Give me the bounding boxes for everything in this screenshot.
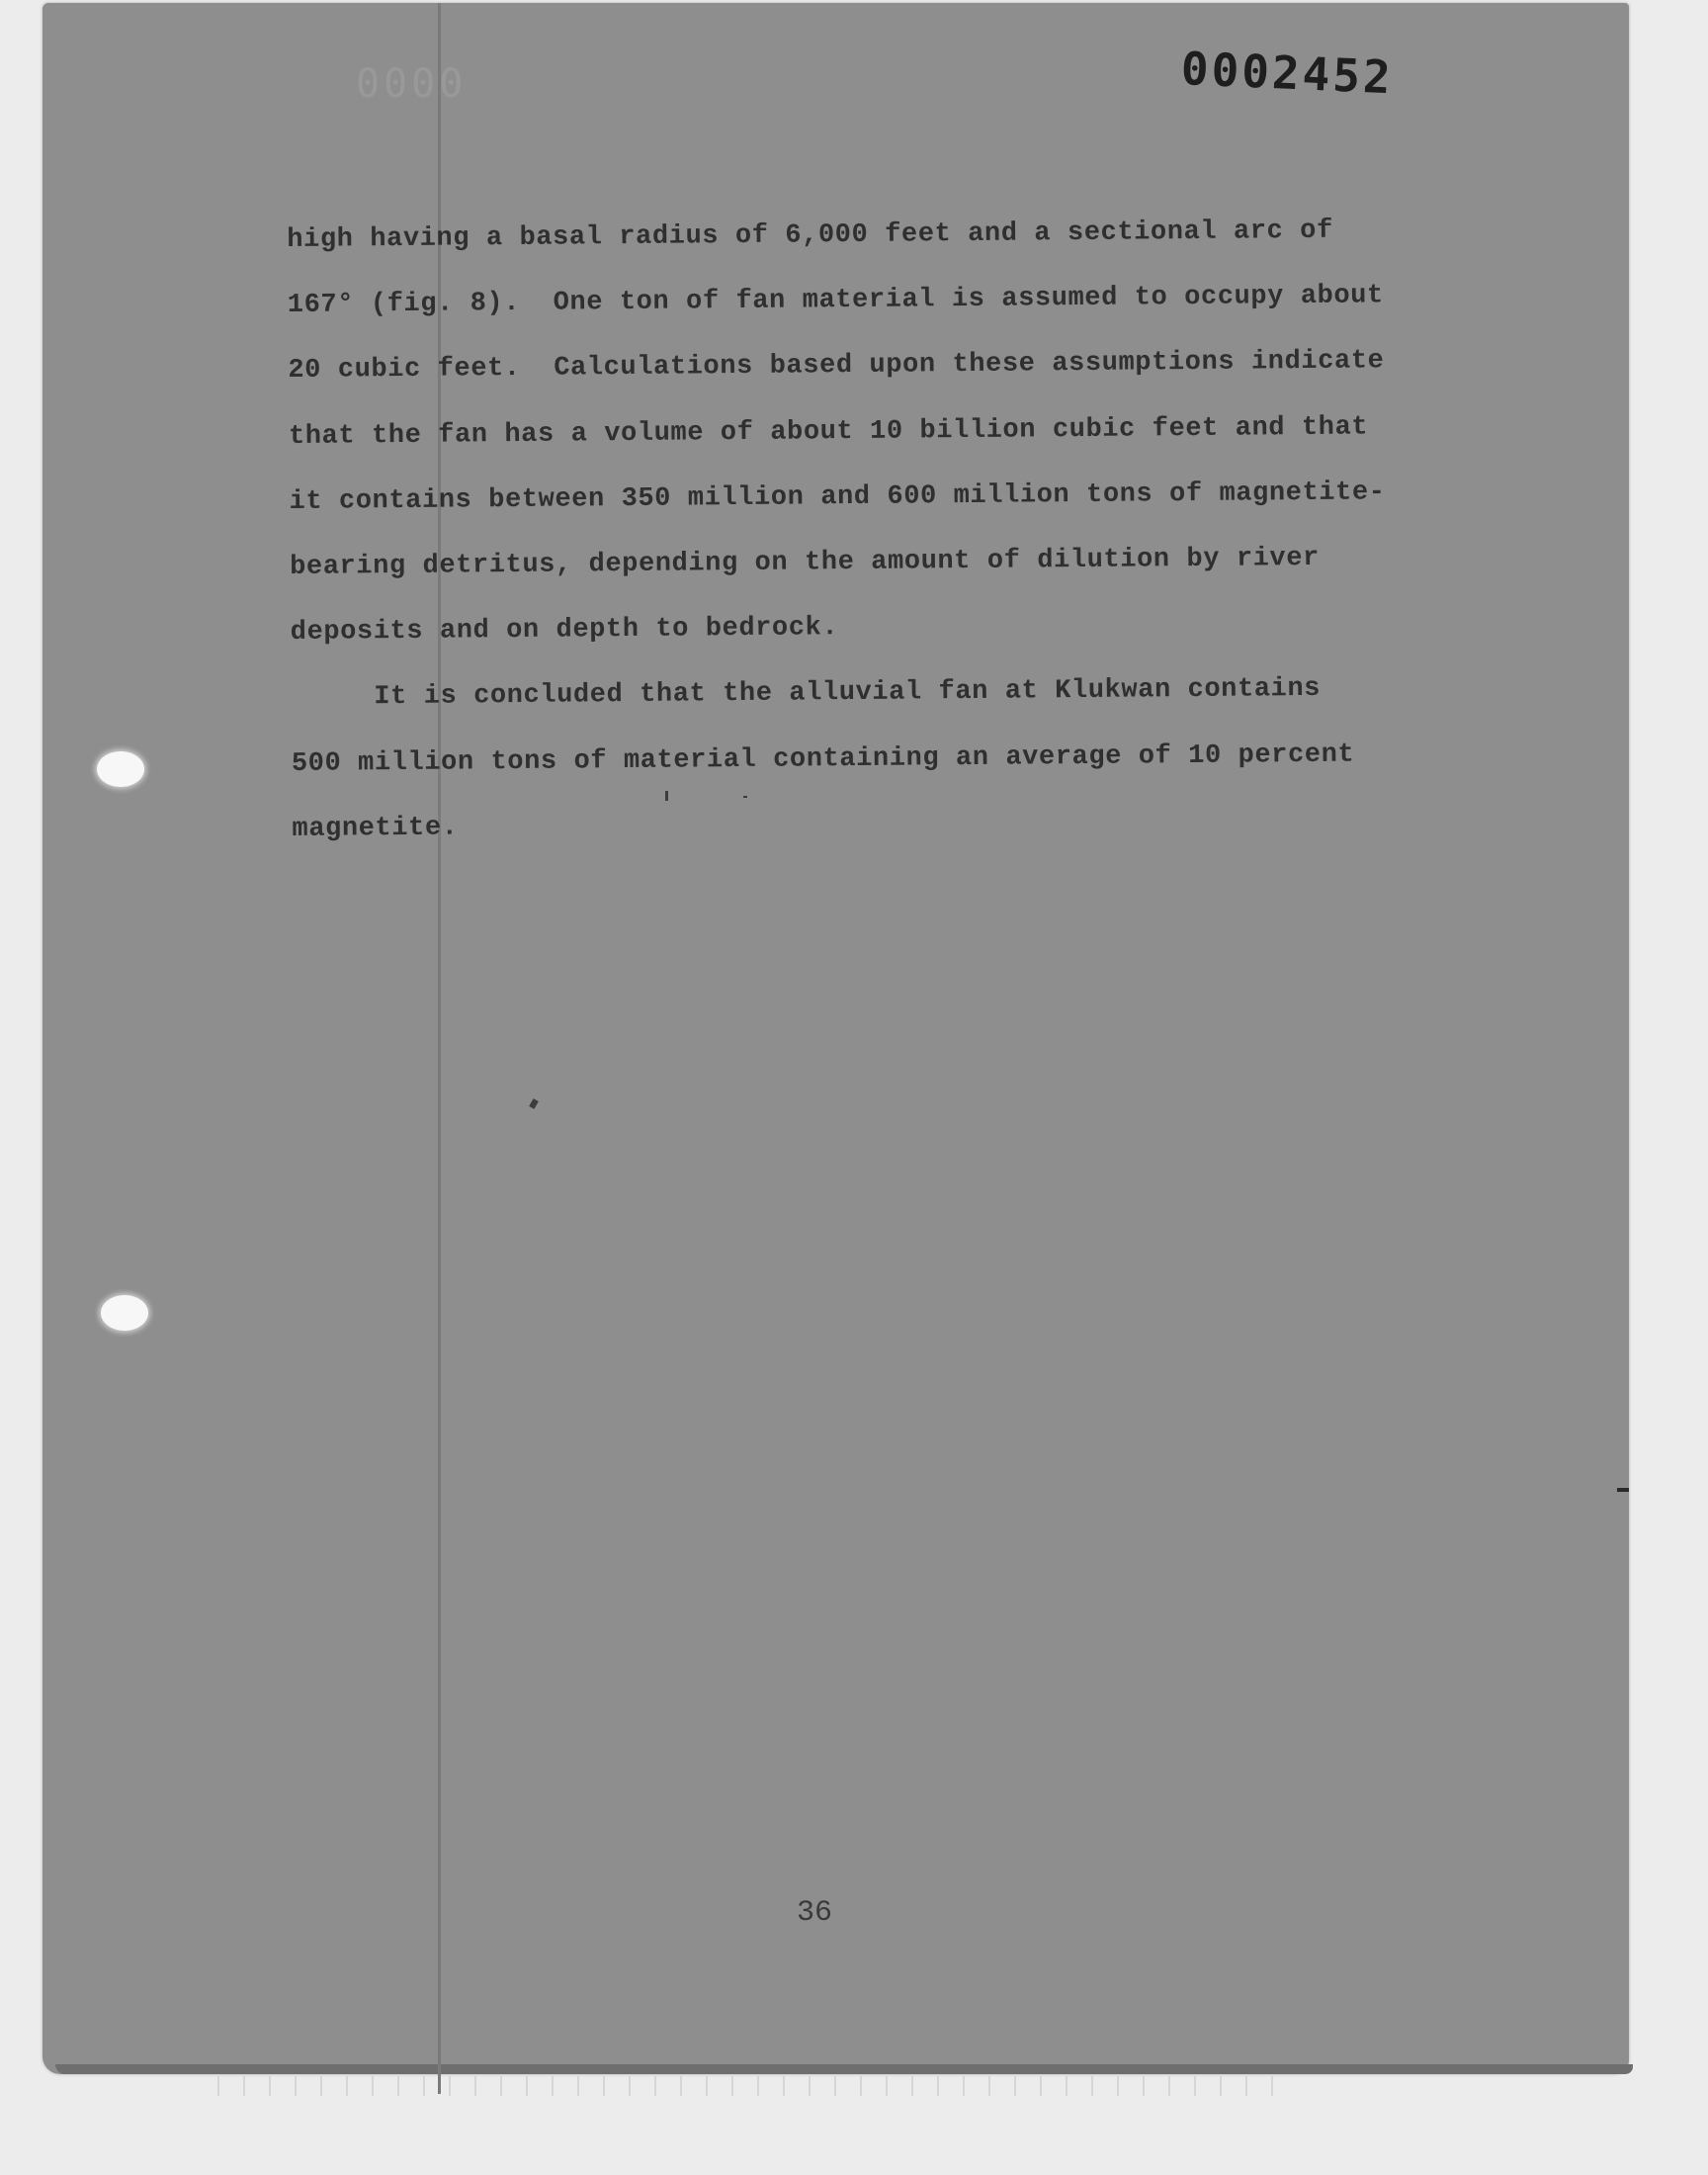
text-line: 167° (fig. 8). One ton of fan material is assumed to occupy about [287,281,1384,321]
paper-bottom-edge [55,2064,1633,2074]
text-line: high having a basal radius of 6,000 feet and a sectional arc of [287,216,1333,255]
text-line: It is concluded that the alluvial fan at Klukwan contains [374,674,1322,713]
page-number: 36 [797,1896,833,1930]
text-line: bearing detritus, depending on the amount of dilution by river [290,543,1321,582]
document-stamp-number: 0002452 [1179,42,1395,105]
text-line: 20 cubic feet. Calculations based upon these assumptions indicate [288,346,1385,387]
ink-speck [665,791,668,801]
text-line: it contains between 350 million and 600 million tons of magnetite- [289,478,1386,517]
ink-speck [743,796,747,798]
text-line: 500 million tons of material containing an average of 10 percent [291,740,1355,779]
scanner-artifacts [217,2076,1285,2096]
text-line: deposits and on depth to bedrock. [290,613,839,649]
faded-number: 0000 [356,61,468,107]
body-text [287,198,1409,862]
punch-hole-lower [101,1295,148,1331]
text-line: magnetite. [292,813,459,844]
text-line: that the fan has a volume of about 10 billion cubic feet and that [288,412,1369,452]
punch-hole-upper [97,751,144,787]
edge-mark [1617,1488,1629,1492]
